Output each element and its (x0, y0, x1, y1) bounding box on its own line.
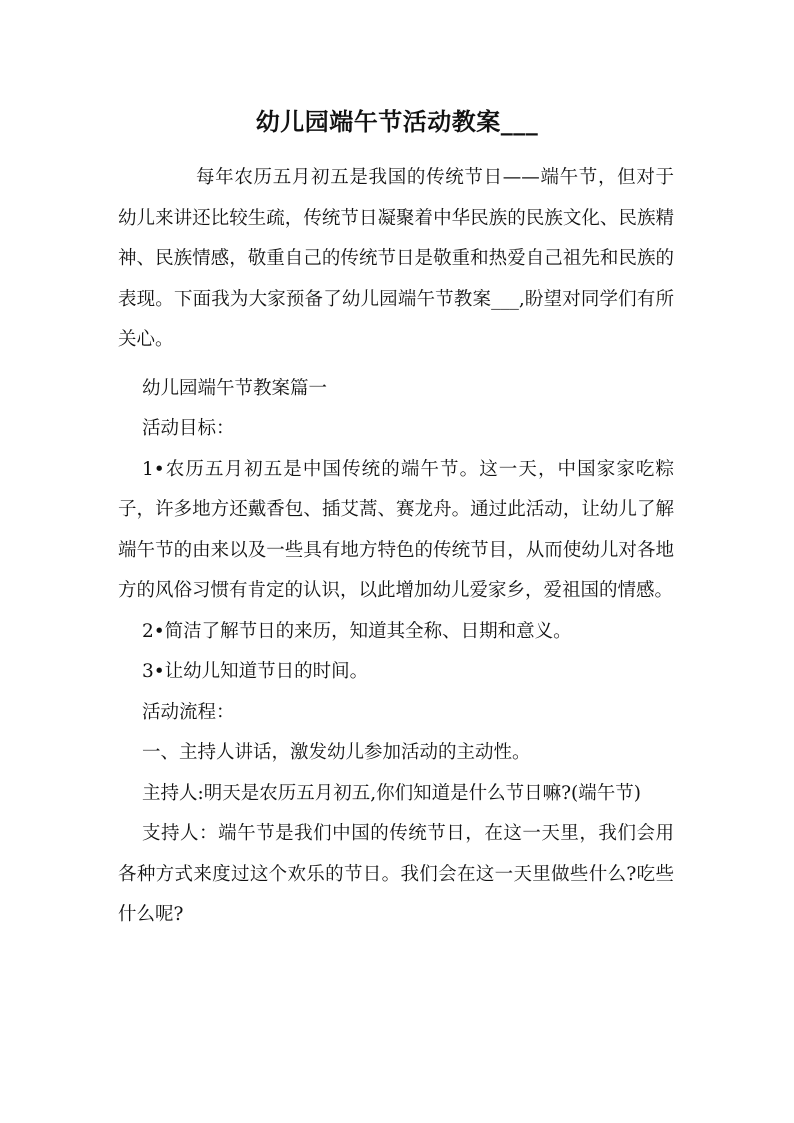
process-step-1: 一、主持人讲话，激发幼儿参加活动的主动性。 (142, 742, 531, 763)
process-heading: 活动流程： (142, 701, 235, 723)
objectives-heading: 活动目标： (142, 418, 235, 439)
objective-item-1: 1•农历五月初五是中国传统的端午节。这一天，中国家家吃粽子，许多地方还戴香包、插艾蒿、赛龙舟。通过此活动，让幼儿了解端午节的由来以及一些具有地方特色的传统节目，从而使幼儿对各地方的风俗习惯有肯定的认识，以此增加幼儿爱家乡，爱祖国的情感。 (118, 458, 674, 601)
document-title: 幼儿园端午节活动教案___ (255, 108, 539, 136)
host-dialogue-2: 支持人：端午节是我们中国的传统节日，在这一天里，我们会用各种方式来度过这个欢乐的节日。我们会在这一天里做些什么?吃些什么呢? (118, 823, 674, 925)
section-heading: 幼儿园端午节教案篇一 (142, 377, 328, 399)
objective-item-3: 3•让幼儿知道节日的时间。 (142, 661, 369, 682)
document-body (118, 158, 674, 936)
objective-item-2: 2•简洁了解节日的来历，知道其全称、日期和意义。 (142, 620, 572, 642)
host-dialogue-1: 主持人:明天是农历五月初五,你们知道是什么节日嘛?(端午节) (142, 782, 641, 804)
intro-paragraph: 每年农历五月初五是我国的传统节日——端午节，但对于幼儿来讲还比较生疏，传统节日凝聚着中华民族的民族文化、民族精神、民族情感，敬重自己的传统节日是敬重和热爱自己祖先和民族的表现。下面我为大家预备了幼儿园端午节教案___,盼望对同学们有所关心。 (118, 167, 674, 350)
